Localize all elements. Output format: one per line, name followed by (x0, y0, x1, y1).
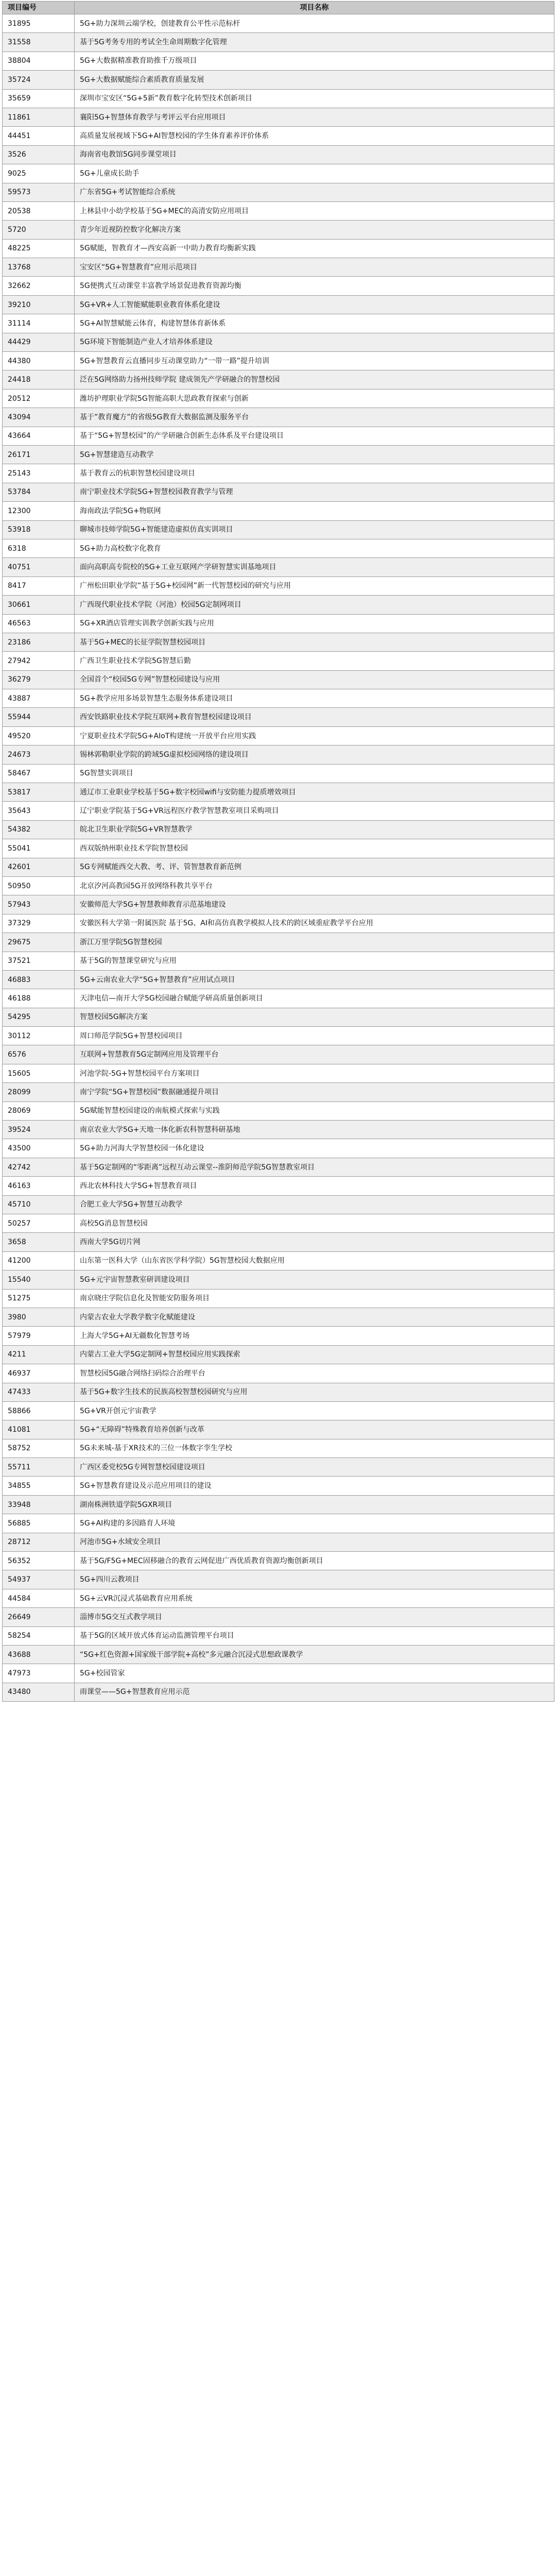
project-name-cell: 5G赋能，智教育才—西安高新一中助力教育均衡新实践 (75, 239, 554, 258)
project-name-cell: 辽宁职业学院基于5G+VR远程医疗教学智慧教室项目采购项目 (75, 802, 554, 820)
project-name-cell: 5G+AI智慧赋能云体育，构建智慧体育新体系 (75, 314, 554, 333)
table-row (3, 1251, 554, 1270)
project-id-cell: 15605 (3, 1064, 75, 1082)
project-name-cell: 5G+VR+人工智能赋能职业教育体系化建设 (75, 295, 554, 314)
project-id-cell: 53784 (3, 483, 75, 501)
project-id-cell: 28069 (3, 1101, 75, 1120)
table-row (3, 1626, 554, 1645)
table-row (3, 1589, 554, 1607)
project-id-cell: 42601 (3, 858, 75, 876)
table-row (3, 820, 554, 839)
project-id-cell: 47433 (3, 1383, 75, 1401)
table-row (3, 333, 554, 351)
project-name-cell: 5G+“无障碍”特殊教育培养创新与改革 (75, 1420, 554, 1439)
project-id-cell: 46188 (3, 989, 75, 1008)
project-id-cell: 20512 (3, 389, 75, 408)
table-row (3, 445, 554, 464)
project-id-cell: 35659 (3, 89, 75, 108)
project-id-cell: 57979 (3, 1327, 75, 1345)
table-row (3, 745, 554, 764)
table-row (3, 989, 554, 1008)
table-row (3, 596, 554, 614)
project-id-cell: 27942 (3, 652, 75, 670)
project-id-cell: 26649 (3, 1608, 75, 1626)
project-name-cell: 西双版纳州职业技术学院智慧校园 (75, 839, 554, 858)
project-id-cell: 29675 (3, 933, 75, 952)
table-row (3, 914, 554, 933)
project-id-cell: 37521 (3, 952, 75, 970)
project-id-cell: 6576 (3, 1045, 75, 1064)
project-name-cell: 5G+大数据精准教育助推千万级项目 (75, 52, 554, 70)
project-id-cell: 59573 (3, 183, 75, 201)
table-row (3, 1439, 554, 1458)
table-row (3, 952, 554, 970)
project-id-cell: 28712 (3, 1533, 75, 1551)
header-project-id: 项目编号 (3, 2, 75, 14)
project-name-cell: 5G+元宇宙智慧教室研训建设项目 (75, 1270, 554, 1289)
project-name-cell: 西安铁路职业技术学院互联网+教育智慧校园建设项目 (75, 708, 554, 726)
project-id-cell: 41081 (3, 1420, 75, 1439)
table-row (3, 1645, 554, 1664)
project-name-cell: 天津电信—南开大学5G校园融合赋能学研高质量创新项目 (75, 989, 554, 1008)
project-id-cell: 49520 (3, 726, 75, 745)
project-name-cell: 5G+助力高校数字化教育 (75, 539, 554, 557)
project-id-cell: 30661 (3, 596, 75, 614)
table-row (3, 1401, 554, 1420)
project-name-cell: 上林县中小幼学校基于5G+MEC的高清安防应用项目 (75, 201, 554, 220)
project-name-cell: 安徽医科大学第一附属医院 基于5G、AI和高仿真教学模拟人技术的跨区域重症教学平台应用 (75, 914, 554, 933)
project-id-cell: 24673 (3, 745, 75, 764)
project-id-cell: 11861 (3, 108, 75, 126)
project-name-cell: 5G赋能智慧校园建设的南航模式探索与实践 (75, 1101, 554, 1120)
table-row (3, 1533, 554, 1551)
project-id-cell: 39524 (3, 1121, 75, 1139)
table-row (3, 258, 554, 277)
table-row (3, 295, 554, 314)
project-name-cell: 潍坊护理职业学院5G智能高职大思政教育探索与创新 (75, 389, 554, 408)
project-id-cell: 57943 (3, 895, 75, 914)
project-id-cell: 23186 (3, 633, 75, 651)
project-name-cell: 基于5G+MEC的长征学院智慧校园项目 (75, 633, 554, 651)
project-name-cell: 宁夏职业技术学院5G+AIoT构建统一开放平台应用实践 (75, 726, 554, 745)
table-row (3, 1308, 554, 1326)
project-id-cell: 58866 (3, 1401, 75, 1420)
project-id-cell: 5720 (3, 221, 75, 239)
table-row (3, 577, 554, 595)
table-row (3, 427, 554, 445)
table-row (3, 1064, 554, 1082)
project-name-cell: 锡林郭勒职业学院的跨域5G虚拟校园网络的建设项目 (75, 745, 554, 764)
table-row (3, 1270, 554, 1289)
project-name-cell: 5G+云VR沉浸式基础教育应用系统 (75, 1589, 554, 1607)
project-name-cell: 全国首个“校园5G专网”智慧校园建设与应用 (75, 670, 554, 689)
project-id-cell: 43664 (3, 427, 75, 445)
project-name-cell: 宝安区“5G+智慧教育”应用示范项目 (75, 258, 554, 277)
project-name-cell: 高校5G消息智慧校园 (75, 1214, 554, 1233)
table-row (3, 164, 554, 183)
project-name-cell: 西北农林科技大学5G+智慧教育项目 (75, 1177, 554, 1195)
table-row (3, 14, 554, 33)
project-name-cell: 基于5G的区域开放式体育运动监测管理平台项目 (75, 1626, 554, 1645)
project-name-cell: 雨课堂——5G+智慧教育应用示范 (75, 1683, 554, 1701)
project-id-cell: 41200 (3, 1251, 75, 1270)
project-name-cell: 5G+VR开创元宇宙教学 (75, 1401, 554, 1420)
table-row (3, 708, 554, 726)
project-name-cell: 5G+智慧教育云直播同步互动课堂助力“一带一路”提升培训 (75, 352, 554, 370)
table-row (3, 71, 554, 89)
project-name-cell: “5G+红色资源+国家级干部学院+高校”多元融合沉浸式思想政课教学 (75, 1645, 554, 1664)
project-name-cell: 海南政法学院5G+物联网 (75, 502, 554, 520)
project-name-cell: 北京汐河高教园5G开放网络科教共享平台 (75, 876, 554, 895)
project-id-cell: 54295 (3, 1008, 75, 1026)
table-row (3, 1195, 554, 1214)
project-id-cell: 56352 (3, 1552, 75, 1570)
project-name-cell: 基于”教育魔方”的省级5G教育大数据监测及服务平台 (75, 408, 554, 427)
project-id-cell: 3658 (3, 1233, 75, 1251)
table-row (3, 1214, 554, 1233)
project-id-cell: 46883 (3, 970, 75, 989)
project-table (2, 1, 554, 1702)
project-id-cell: 58752 (3, 1439, 75, 1458)
project-id-cell: 40751 (3, 558, 75, 577)
table-row (3, 1008, 554, 1026)
project-id-cell: 43094 (3, 408, 75, 427)
project-id-cell: 58467 (3, 764, 75, 783)
project-id-cell: 45710 (3, 1195, 75, 1214)
project-id-cell: 46937 (3, 1364, 75, 1383)
project-id-cell: 47973 (3, 1664, 75, 1683)
project-id-cell: 25143 (3, 464, 75, 483)
project-name-cell: 淄博市5G交互式教学项目 (75, 1608, 554, 1626)
project-name-cell: 南京农业大学5G+天地一体化新农科智慧科研基地 (75, 1121, 554, 1139)
project-name-cell: 襄阳5G+智慧体育教学与考评云平台应用项目 (75, 108, 554, 126)
project-id-cell: 50257 (3, 1214, 75, 1233)
table-row (3, 1477, 554, 1495)
table-row (3, 1345, 554, 1364)
table-row (3, 1289, 554, 1308)
project-id-cell: 43887 (3, 689, 75, 708)
project-id-cell: 35643 (3, 802, 75, 820)
table-row (3, 970, 554, 989)
project-name-cell: 5G+智慧建造互动教学 (75, 445, 554, 464)
project-id-cell: 55711 (3, 1458, 75, 1477)
table-row (3, 1683, 554, 1701)
table-row (3, 1139, 554, 1158)
project-name-cell: 上海大学5G+AI无疆数化智慧考场 (75, 1327, 554, 1345)
project-name-cell: 内蒙古农业大学教学数字化赋能建设 (75, 1308, 554, 1326)
project-name-cell: 5G+云南农业大学“5G+智慧教育”应用试点项目 (75, 970, 554, 989)
table-row (3, 221, 554, 239)
table-row (3, 839, 554, 858)
project-id-cell: 44429 (3, 333, 75, 351)
project-id-cell: 12300 (3, 502, 75, 520)
table-row (3, 895, 554, 914)
table-row (3, 1364, 554, 1383)
table-row (3, 1458, 554, 1477)
project-id-cell: 31558 (3, 33, 75, 52)
project-name-cell: 安徽师范大学5G+智慧教师教育示范基地建设 (75, 895, 554, 914)
table-row (3, 539, 554, 557)
project-name-cell: 海南省电教馆5G同步课堂项目 (75, 145, 554, 164)
project-id-cell: 13768 (3, 258, 75, 277)
project-name-cell: 南宁学院“5G+智慧校园”数据融通提升项目 (75, 1083, 554, 1101)
project-name-cell: 周口师范学院5G+智慧校园项目 (75, 1027, 554, 1045)
project-id-cell: 43500 (3, 1139, 75, 1158)
project-id-cell: 48225 (3, 239, 75, 258)
table-row (3, 558, 554, 577)
project-name-cell: 基于5G考务专用的考试全生命周期数字化管理 (75, 33, 554, 52)
project-name-cell: 5G+儿童成长助手 (75, 164, 554, 183)
table-row (3, 277, 554, 295)
project-name-cell: 南宁职业技术学院5G+智慧校园教育教学与管理 (75, 483, 554, 501)
table-row (3, 1608, 554, 1626)
table-row (3, 502, 554, 520)
project-id-cell: 38804 (3, 52, 75, 70)
project-name-cell: 5G+智慧教育建设及示范应用项目的建设 (75, 1477, 554, 1495)
project-id-cell: 46563 (3, 614, 75, 633)
project-id-cell: 54382 (3, 820, 75, 839)
project-name-cell: 5G+校园管家 (75, 1664, 554, 1683)
table-row (3, 183, 554, 201)
project-id-cell: 3526 (3, 145, 75, 164)
project-id-cell: 6318 (3, 539, 75, 557)
table-body (3, 14, 554, 1702)
table-row (3, 1495, 554, 1514)
table-row (3, 1101, 554, 1120)
table-row (3, 33, 554, 52)
project-id-cell: 36279 (3, 670, 75, 689)
table-row (3, 1327, 554, 1345)
table-row (3, 408, 554, 427)
header-project-name: 项目名称 (75, 2, 554, 14)
project-name-cell: 广西卫生职业技术学院5G智慧后勤 (75, 652, 554, 670)
table-row (3, 108, 554, 126)
project-name-cell: 智慧校园5G解决方案 (75, 1008, 554, 1026)
project-id-cell: 32662 (3, 277, 75, 295)
project-id-cell: 44584 (3, 1589, 75, 1607)
table-row (3, 1045, 554, 1064)
project-id-cell: 28099 (3, 1083, 75, 1101)
project-name-cell: 湖南株洲铁道学院5GXR项目 (75, 1495, 554, 1514)
project-id-cell: 42742 (3, 1158, 75, 1176)
project-id-cell: 3980 (3, 1308, 75, 1326)
project-name-cell: 5G+教学应用多场景智慧生态服务体系建设项目 (75, 689, 554, 708)
project-id-cell: 54937 (3, 1570, 75, 1589)
project-name-cell: 基于教育云的杭职智慧校园建设项目 (75, 464, 554, 483)
project-id-cell: 44451 (3, 127, 75, 145)
project-name-cell: 5G环境下智能制造产业人才培养体系建设 (75, 333, 554, 351)
project-name-cell: 5G+XR酒店管理实训教学创新实践与应用 (75, 614, 554, 633)
project-id-cell: 53817 (3, 783, 75, 802)
table-row (3, 352, 554, 370)
table-row (3, 689, 554, 708)
project-name-cell: 青少年近视防控数字化解决方案 (75, 221, 554, 239)
table-row (3, 52, 554, 70)
table-row (3, 1514, 554, 1533)
project-name-cell: 5G智慧实训项目 (75, 764, 554, 783)
project-name-cell: 深圳市宝安区“5G+5新”教育数字化转型技术创新项目 (75, 89, 554, 108)
project-name-cell: 5G+助力深圳云端学校，创建教育公平性示范标杆 (75, 14, 554, 33)
table-row (3, 764, 554, 783)
project-name-cell: 5G+四川云教项目 (75, 1570, 554, 1589)
table-row (3, 483, 554, 501)
project-name-cell: 基于5G定制网的“零距离”远程互动云课堂--淮阴师范学院5G智慧教室项目 (75, 1158, 554, 1176)
table-row (3, 520, 554, 539)
table-row (3, 370, 554, 389)
project-id-cell: 31895 (3, 14, 75, 33)
project-id-cell: 58254 (3, 1626, 75, 1645)
project-name-cell: 通辽市工业职业学校基于5G+数字校园wifi与安防能力提质增效项目 (75, 783, 554, 802)
table-row (3, 464, 554, 483)
project-id-cell: 43688 (3, 1645, 75, 1664)
project-id-cell: 43480 (3, 1683, 75, 1701)
project-name-cell: 5G未来城-基于XR技术的三位一体数字孪生学校 (75, 1439, 554, 1458)
project-name-cell: 基于5G/F5G+MEC固移融合的教育云网促进广西优质教育资源均衡创新项目 (75, 1552, 554, 1570)
project-name-cell: 5G+AI构建的多因路育人环境 (75, 1514, 554, 1533)
project-name-cell: 面向高职高专院校的5G+工业互联网产学研智慧实训基地项目 (75, 558, 554, 577)
project-name-cell: 内蒙古工业大学5G定制网+智慧校园应用实践探索 (75, 1345, 554, 1364)
table-row (3, 1177, 554, 1195)
project-id-cell: 56885 (3, 1514, 75, 1533)
project-id-cell: 15540 (3, 1270, 75, 1289)
project-name-cell: 合肥工业大学5G+智慧互动教学 (75, 1195, 554, 1214)
project-id-cell: 37329 (3, 914, 75, 933)
table-row (3, 389, 554, 408)
table-row (3, 1158, 554, 1176)
project-name-cell: 皖北卫生职业学院5G+VR智慧教学 (75, 820, 554, 839)
project-name-cell: 聊城市技师学院5G+智能建造虚拟仿真实训项目 (75, 520, 554, 539)
project-id-cell: 9025 (3, 164, 75, 183)
table-row (3, 1552, 554, 1570)
project-id-cell: 24418 (3, 370, 75, 389)
table-row (3, 726, 554, 745)
project-name-cell: 河池学院-5G+智慧校园平台方案项目 (75, 1064, 554, 1082)
table-row (3, 1383, 554, 1401)
project-id-cell: 26171 (3, 445, 75, 464)
table-row (3, 633, 554, 651)
table-row (3, 239, 554, 258)
project-name-cell: 浙江万里学院5G智慧校园 (75, 933, 554, 952)
project-name-cell: 河池市5G+水域安全项目 (75, 1533, 554, 1551)
project-name-cell: 西南大学5G切片网 (75, 1233, 554, 1251)
project-id-cell: 20538 (3, 201, 75, 220)
table-row (3, 1121, 554, 1139)
project-name-cell: 5G+助力河海大学智慧校园一体化建设 (75, 1139, 554, 1158)
project-id-cell: 51275 (3, 1289, 75, 1308)
table-header-row (3, 2, 554, 14)
project-id-cell: 39210 (3, 295, 75, 314)
project-id-cell: 50950 (3, 876, 75, 895)
project-name-cell: 互联网+智慧教育5G定制网应用及管理平台 (75, 1045, 554, 1064)
table-row (3, 201, 554, 220)
project-name-cell: 高质量发展视域下5G+AI智慧校园的学生体育素养评价体系 (75, 127, 554, 145)
table-row (3, 1027, 554, 1045)
table-row (3, 933, 554, 952)
project-name-cell: 广西区委党校5G专网智慧校园建设项目 (75, 1458, 554, 1477)
table-row (3, 127, 554, 145)
project-id-cell: 44380 (3, 352, 75, 370)
project-name-cell: 广西现代职业技术学院（河池）校园5G定制网项目 (75, 596, 554, 614)
table-row (3, 314, 554, 333)
project-name-cell: 基于5G的智慧课堂研究与应用 (75, 952, 554, 970)
table-row (3, 1420, 554, 1439)
table-row (3, 858, 554, 876)
table-row (3, 1083, 554, 1101)
table-row (3, 89, 554, 108)
project-name-cell: 5G+大数据赋能综合素质教育质量发展 (75, 71, 554, 89)
project-id-cell: 55944 (3, 708, 75, 726)
table-row (3, 876, 554, 895)
table-row (3, 145, 554, 164)
project-name-cell: 基于5G+数字生技术的民族高校智慧校园研究与应用 (75, 1383, 554, 1401)
project-id-cell: 31114 (3, 314, 75, 333)
table-row (3, 783, 554, 802)
table-row (3, 1233, 554, 1251)
project-name-cell: 智慧校园5G融合网络扫码综合治理平台 (75, 1364, 554, 1383)
project-name-cell: 泛在5G网络助力扬州技师学院 建成领先产学研融合的智慧校园 (75, 370, 554, 389)
project-id-cell: 53918 (3, 520, 75, 539)
project-id-cell: 4211 (3, 1345, 75, 1364)
project-id-cell: 35724 (3, 71, 75, 89)
table-row (3, 614, 554, 633)
table-row (3, 1664, 554, 1683)
project-id-cell: 46163 (3, 1177, 75, 1195)
project-name-cell: 南京晓庄学院信息化及智能安防服务项目 (75, 1289, 554, 1308)
table-row (3, 1570, 554, 1589)
project-id-cell: 8417 (3, 577, 75, 595)
project-id-cell: 30112 (3, 1027, 75, 1045)
project-id-cell: 34855 (3, 1477, 75, 1495)
project-id-cell: 55041 (3, 839, 75, 858)
project-name-cell: 基于“5G+智慧校园”的产学研融合创新生态体系及平台建设项目 (75, 427, 554, 445)
project-name-cell: 广东省5G+考试智能综合系统 (75, 183, 554, 201)
table-row (3, 670, 554, 689)
project-name-cell: 广州松田职业学院“基于5G+校园网”新一代智慧校园的研究与应用 (75, 577, 554, 595)
project-name-cell: 山东第一医科大学（山东省医学科学院）5G智慧校园大数据应用 (75, 1251, 554, 1270)
project-id-cell: 33948 (3, 1495, 75, 1514)
table-row (3, 802, 554, 820)
table-row (3, 652, 554, 670)
project-name-cell: 5G便携式互动课堂丰富教学场景促进教育资源均衡 (75, 277, 554, 295)
project-name-cell: 5G专网赋能西交大教、考、评、管智慧教育新范例 (75, 858, 554, 876)
